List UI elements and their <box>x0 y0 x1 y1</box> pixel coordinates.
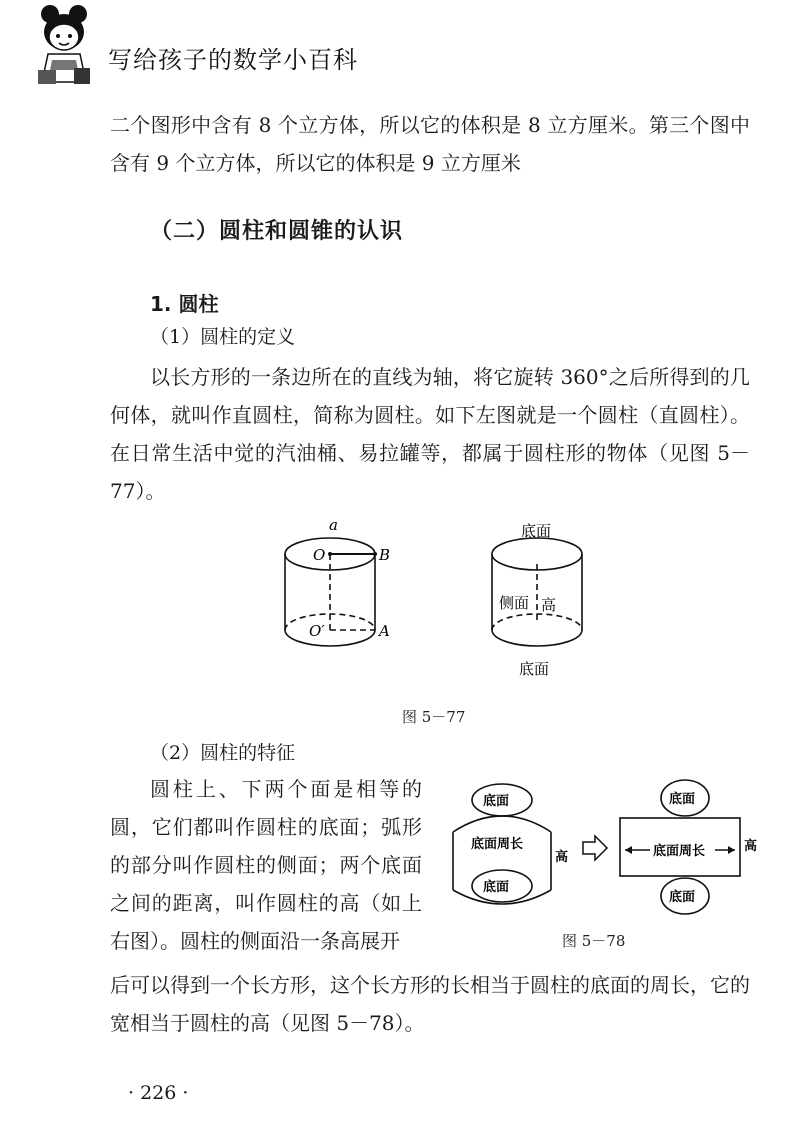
page-number: · 226 · <box>128 1082 189 1104</box>
features-paragraph-wrapped: 圆柱上、下两个面是相等的圆，它们都叫作圆柱的底面；弧形的部分叫作圆柱的侧面；两个底面之间的距离，叫作圆柱的高（如上右图）。圆柱的侧面沿一条高展开 <box>110 777 422 953</box>
book-title: 写给孩子的数学小百科 <box>108 46 358 74</box>
fig78-height-right: 高 <box>744 839 758 854</box>
fig78-circumference-left: 底面周长 <box>471 837 524 852</box>
label-A: A <box>379 622 390 640</box>
features-paragraph-continued: 后可以得到一个长方形，这个长方形的长相当于圆柱的底面的周长，它的宽相当于圆柱的高（见图 5－78）。 <box>110 973 750 1035</box>
fig78-circumference-right: 底面周长 <box>653 844 706 859</box>
label-height: 高 <box>541 596 557 614</box>
label-B: B <box>379 546 391 564</box>
definition-heading: （1）圆柱的定义 <box>150 326 296 348</box>
fig78-height-left: 高 <box>555 850 569 865</box>
figure-5-77-caption: 图 5－77 <box>402 708 466 726</box>
girl-mascot-icon <box>30 4 100 86</box>
fig78-top-base-right: 底面 <box>669 792 696 807</box>
arrow-right-icon <box>583 836 607 860</box>
label-O-prime: O′ <box>309 622 325 640</box>
cylinder-parts <box>492 538 582 646</box>
label-bottom-base: 底面 <box>519 660 550 678</box>
figure-5-78-caption: 图 5－78 <box>562 932 626 950</box>
figure-5-78 <box>445 778 770 923</box>
label-O: O <box>313 546 326 564</box>
fig78-bottom-base-left: 底面 <box>483 880 510 895</box>
section-title: （二）圆柱和圆锥的认识 <box>150 219 404 244</box>
label-top-base: 底面 <box>521 522 552 540</box>
subsection-title: 1. 圆柱 <box>150 292 219 316</box>
fig78-top-base-left: 底面 <box>483 794 510 809</box>
label-side: 侧面 <box>499 594 530 612</box>
figure-5-77 <box>265 512 605 682</box>
definition-paragraph: 以长方形的一条边所在的直线为轴，将它旋转 360°之后所得到的几何体，就叫作直圆柱，简称为圆柱。如下左图就是一个圆柱（直圆柱）。在日常生活中觉的汽油桶、易拉罐等，都属于圆柱形的物体（见图 5－77）。 <box>110 365 750 503</box>
page-header <box>0 0 800 90</box>
label-a: a <box>329 516 338 534</box>
intro-paragraph: 二个图形中含有 8 个立方体，所以它的体积是 8 立方厘米。第三个图中含有 9 个立方体，所以它的体积是 9 立方厘米 <box>110 113 750 175</box>
fig78-bottom-base-right: 底面 <box>669 890 696 905</box>
features-heading: （2）圆柱的特征 <box>150 742 296 764</box>
